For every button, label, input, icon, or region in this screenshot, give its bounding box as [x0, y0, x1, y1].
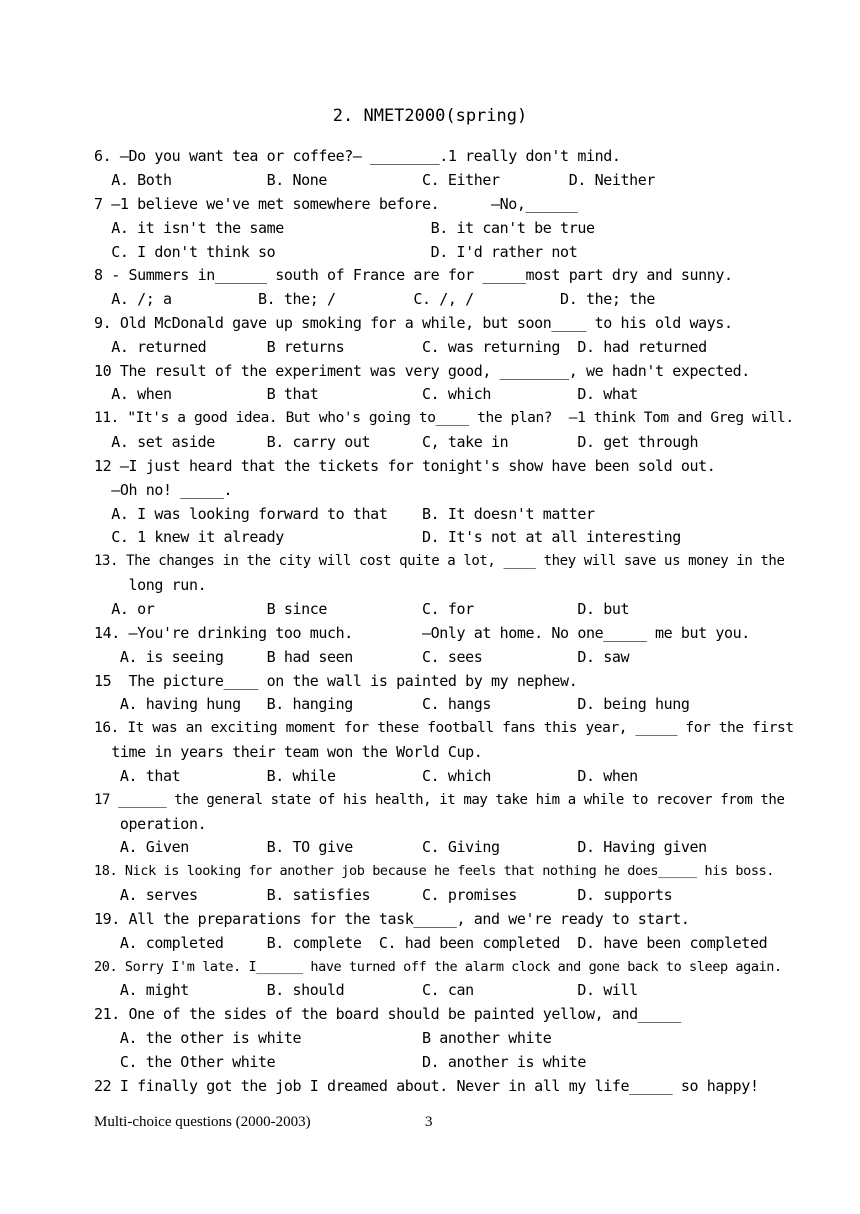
question-21-options-ab: A. the other is white B another white — [94, 1029, 552, 1047]
question-6-stem: 6. —Do you want tea or coffee?— ________.1 really don't mind. — [94, 147, 621, 165]
question-12-reply: —Oh no! _____. — [94, 481, 233, 499]
question-7-options-ab: A. it isn't the same B. it can't be true — [94, 219, 595, 237]
question-14-options: A. is seeing B had seen C. sees D. saw — [94, 648, 630, 666]
question-17-stem: 17 ______ the general state of his health, it may take him a while to recover from the — [94, 792, 785, 808]
question-15-stem: 15 The picture____ on the wall is painted by my nephew. — [94, 672, 578, 690]
question-19-options: A. completed B. complete C. had been completed D. have been completed — [94, 934, 768, 952]
question-8-options: A. /; a B. the; / C. /, / D. the; the — [94, 290, 655, 308]
question-13-stem: 13. The changes in the city will cost quite a lot, ____ they will save us money in the — [94, 553, 785, 569]
footer-text: Multi-choice questions (2000-2003) — [94, 1114, 311, 1130]
question-10-stem: 10 The result of the experiment was very good, ________, we hadn't expected. — [94, 362, 750, 380]
question-12-stem: 12 —I just heard that the tickets for tonight's show have been sold out. — [94, 457, 716, 475]
question-9-options: A. returned B returns C. was returning D. had returned — [94, 338, 707, 356]
section-title: 2. NMET2000(spring) — [332, 106, 528, 126]
question-13-stem-cont: long run. — [94, 576, 207, 594]
page-number: 3 — [425, 1114, 433, 1130]
question-16-stem: 16. It was an exciting moment for these football fans this year, _____ for the first — [94, 720, 794, 736]
question-7-options-cd: C. I don't think so D. I'd rather not — [94, 243, 578, 261]
question-18-options: A. serves B. satisfies C. promises D. supports — [94, 886, 673, 904]
question-6-options: A. Both B. None C. Either D. Neither — [94, 171, 655, 189]
question-9-stem: 9. Old McDonald gave up smoking for a while, but soon____ to his old ways. — [94, 314, 733, 332]
question-21-stem: 21. One of the sides of the board should be painted yellow, and_____ — [94, 1005, 681, 1023]
question-7-stem: 7 —1 believe we've met somewhere before. —No,______ — [94, 195, 578, 213]
question-10-options: A. when B that C. which D. what — [94, 385, 638, 403]
question-17-options: A. Given B. TO give C. Giving D. Having given — [94, 838, 707, 856]
question-16-options: A. that B. while C. which D. when — [94, 767, 638, 785]
question-11-options: A. set aside B. carry out C, take in D. get through — [94, 433, 699, 451]
question-8-stem: 8 - Summers in______ south of France are for _____most part dry and sunny. — [94, 266, 733, 284]
question-16-stem-cont: time in years their team won the World Cup. — [94, 743, 483, 761]
question-18-stem: 18. Nick is looking for another job because he feels that nothing he does_____ his boss. — [94, 863, 775, 879]
question-15-options: A. having hung B. hanging C. hangs D. being hung — [94, 695, 690, 713]
question-12-options-cd: C. 1 knew it already D. It's not at all interesting — [94, 528, 681, 546]
question-11-stem: 11. "It's a good idea. But who's going to____ the plan? —1 think Tom and Greg will. — [94, 410, 794, 426]
question-20-stem: 20. Sorry I'm late. I______ have turned off the alarm clock and gone back to sleep again. — [94, 959, 782, 975]
question-21-options-cd: C. the Other white D. another is white — [94, 1053, 586, 1071]
question-12-options-ab: A. I was looking forward to that B. It doesn't matter — [94, 505, 595, 523]
question-13-options: A. or B since C. for D. but — [94, 600, 630, 618]
question-14-stem: 14. —You're drinking too much. —Only at home. No one_____ me but you. — [94, 624, 750, 642]
question-17-stem-cont: operation. — [94, 815, 207, 833]
question-20-options: A. might B. should C. can D. will — [94, 981, 638, 999]
question-19-stem: 19. All the preparations for the task_____, and we're ready to start. — [94, 910, 690, 928]
question-22-stem: 22 I finally got the job I dreamed about. Never in all my life_____ so happy! — [94, 1077, 759, 1095]
